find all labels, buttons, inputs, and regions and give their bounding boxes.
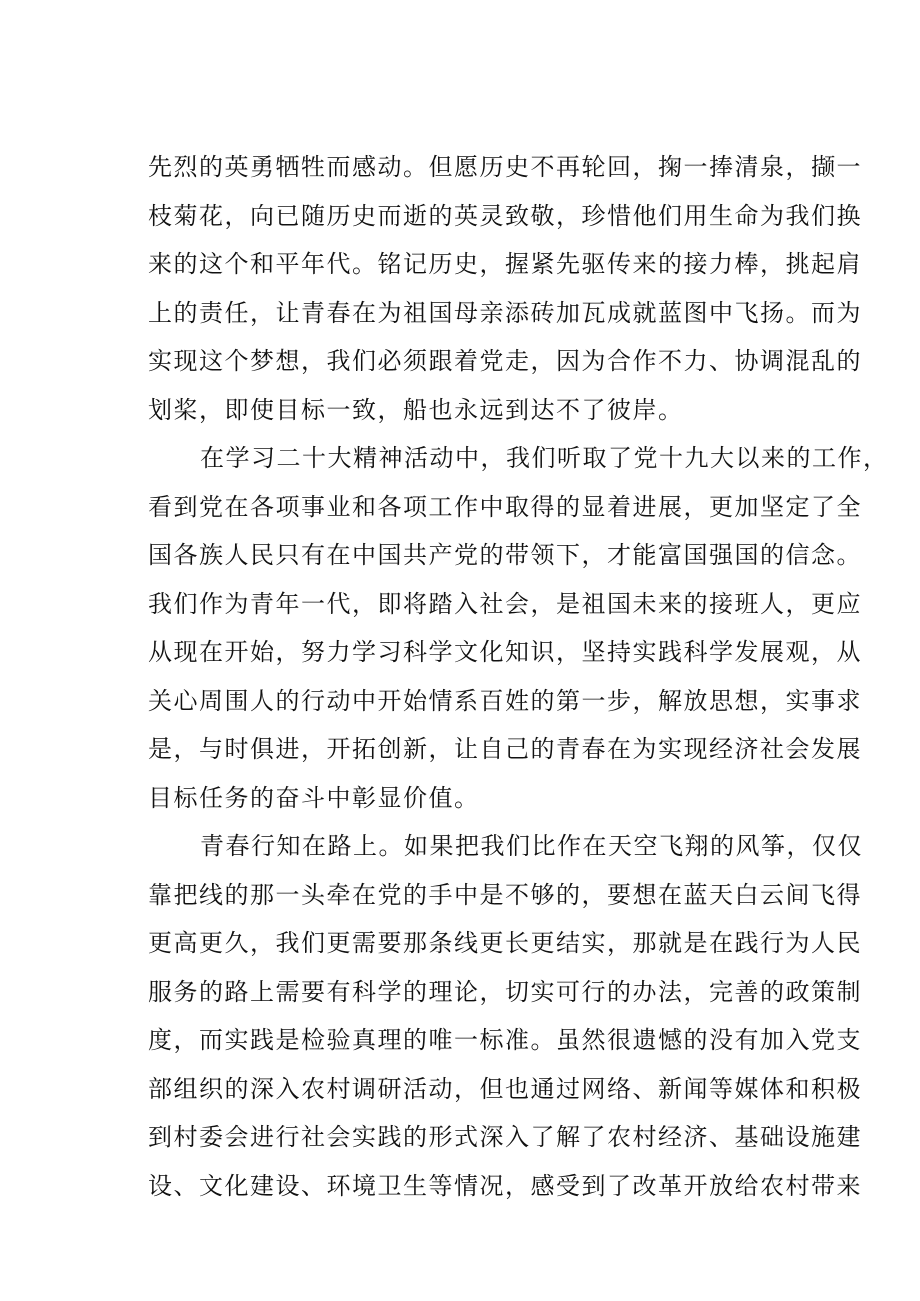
paragraph-1-line-2: 枝菊花，向已随历史而逝的英灵致敬，珍惜他们用生命为我们换 — [148, 201, 862, 230]
paragraph-2-line-1: 在学习二十大精神活动中，我们听取了党十九大以来的工作， — [200, 444, 889, 472]
paragraph-1-line-4: 上的责任，让青春在为祖国母亲添砖加瓦成就蓝图中飞扬。而为 — [148, 298, 862, 327]
paragraph-2-line-6: 关心周围人的行动中开始情系百姓的第一步，解放思想，实事求 — [148, 686, 862, 715]
paragraph-1-line-5: 实现这个梦想，我们必须跟着党走，因为合作不力、协调混乱的 — [148, 347, 862, 375]
paragraph-3-line-5: 度，而实践是检验真理的唯一标准。虽然很遗憾的没有加入党支 — [148, 1026, 862, 1054]
paragraph-3-line-3: 更高更久，我们更需要那条线更长更结实，那就是在践行为人民 — [148, 929, 862, 957]
body-text — [148, 143, 889, 1210]
paragraph-3-line-2: 靠把线的那一头牵在党的手中是不够的，要想在蓝天白云间飞得 — [148, 880, 862, 909]
paragraph-2-line-8: 目标任务的奋斗中彰显价值。 — [148, 783, 480, 812]
paragraph-2-line-4: 我们作为青年一代，即将踏入社会，是祖国未来的接班人，更应 — [148, 589, 862, 618]
paragraph-2-line-5: 从现在开始，努力学习科学文化知识，坚持实践科学发展观，从 — [148, 638, 862, 666]
paragraph-3-line-7: 到村委会进行社会实践的形式深入了解了农村经济、基础设施建 — [148, 1123, 862, 1151]
paragraph-1-line-3: 来的这个和平年代。铭记历史，握紧先驱传来的接力棒，挑起肩 — [148, 250, 862, 278]
paragraph-3-line-4: 服务的路上需要有科学的理论，切实可行的办法，完善的政策制 — [148, 977, 862, 1006]
paragraph-2-line-7: 是，与时俱进，开拓创新，让自己的青春在为实现经济社会发展 — [148, 735, 862, 763]
paragraph-1-line-1: 先烈的英勇牺牲而感动。但愿历史不再轮回，掬一捧清泉，撷一 — [148, 153, 862, 181]
paragraph-2-line-2: 看到党在各项事业和各项工作中取得的显着进展，更加坚定了全 — [148, 492, 862, 521]
paragraph-3-line-6: 部组织的深入农村调研活动，但也通过网络、新闻等媒体和积极 — [148, 1074, 862, 1103]
paragraph-2-line-3: 国各族人民只有在中国共产党的带领下，才能富国强国的信念。 — [148, 541, 862, 569]
paragraph-1-line-6: 划桨，即使目标一致，船也永远到达不了彼岸。 — [148, 395, 684, 424]
paragraph-3-line-1: 青春行知在路上。如果把我们比作在天空飞翔的风筝，仅仅 — [200, 832, 863, 860]
paragraph-3-line-8: 设、文化建设、环境卫生等情况，感受到了改革开放给农村带来 — [148, 1171, 862, 1200]
